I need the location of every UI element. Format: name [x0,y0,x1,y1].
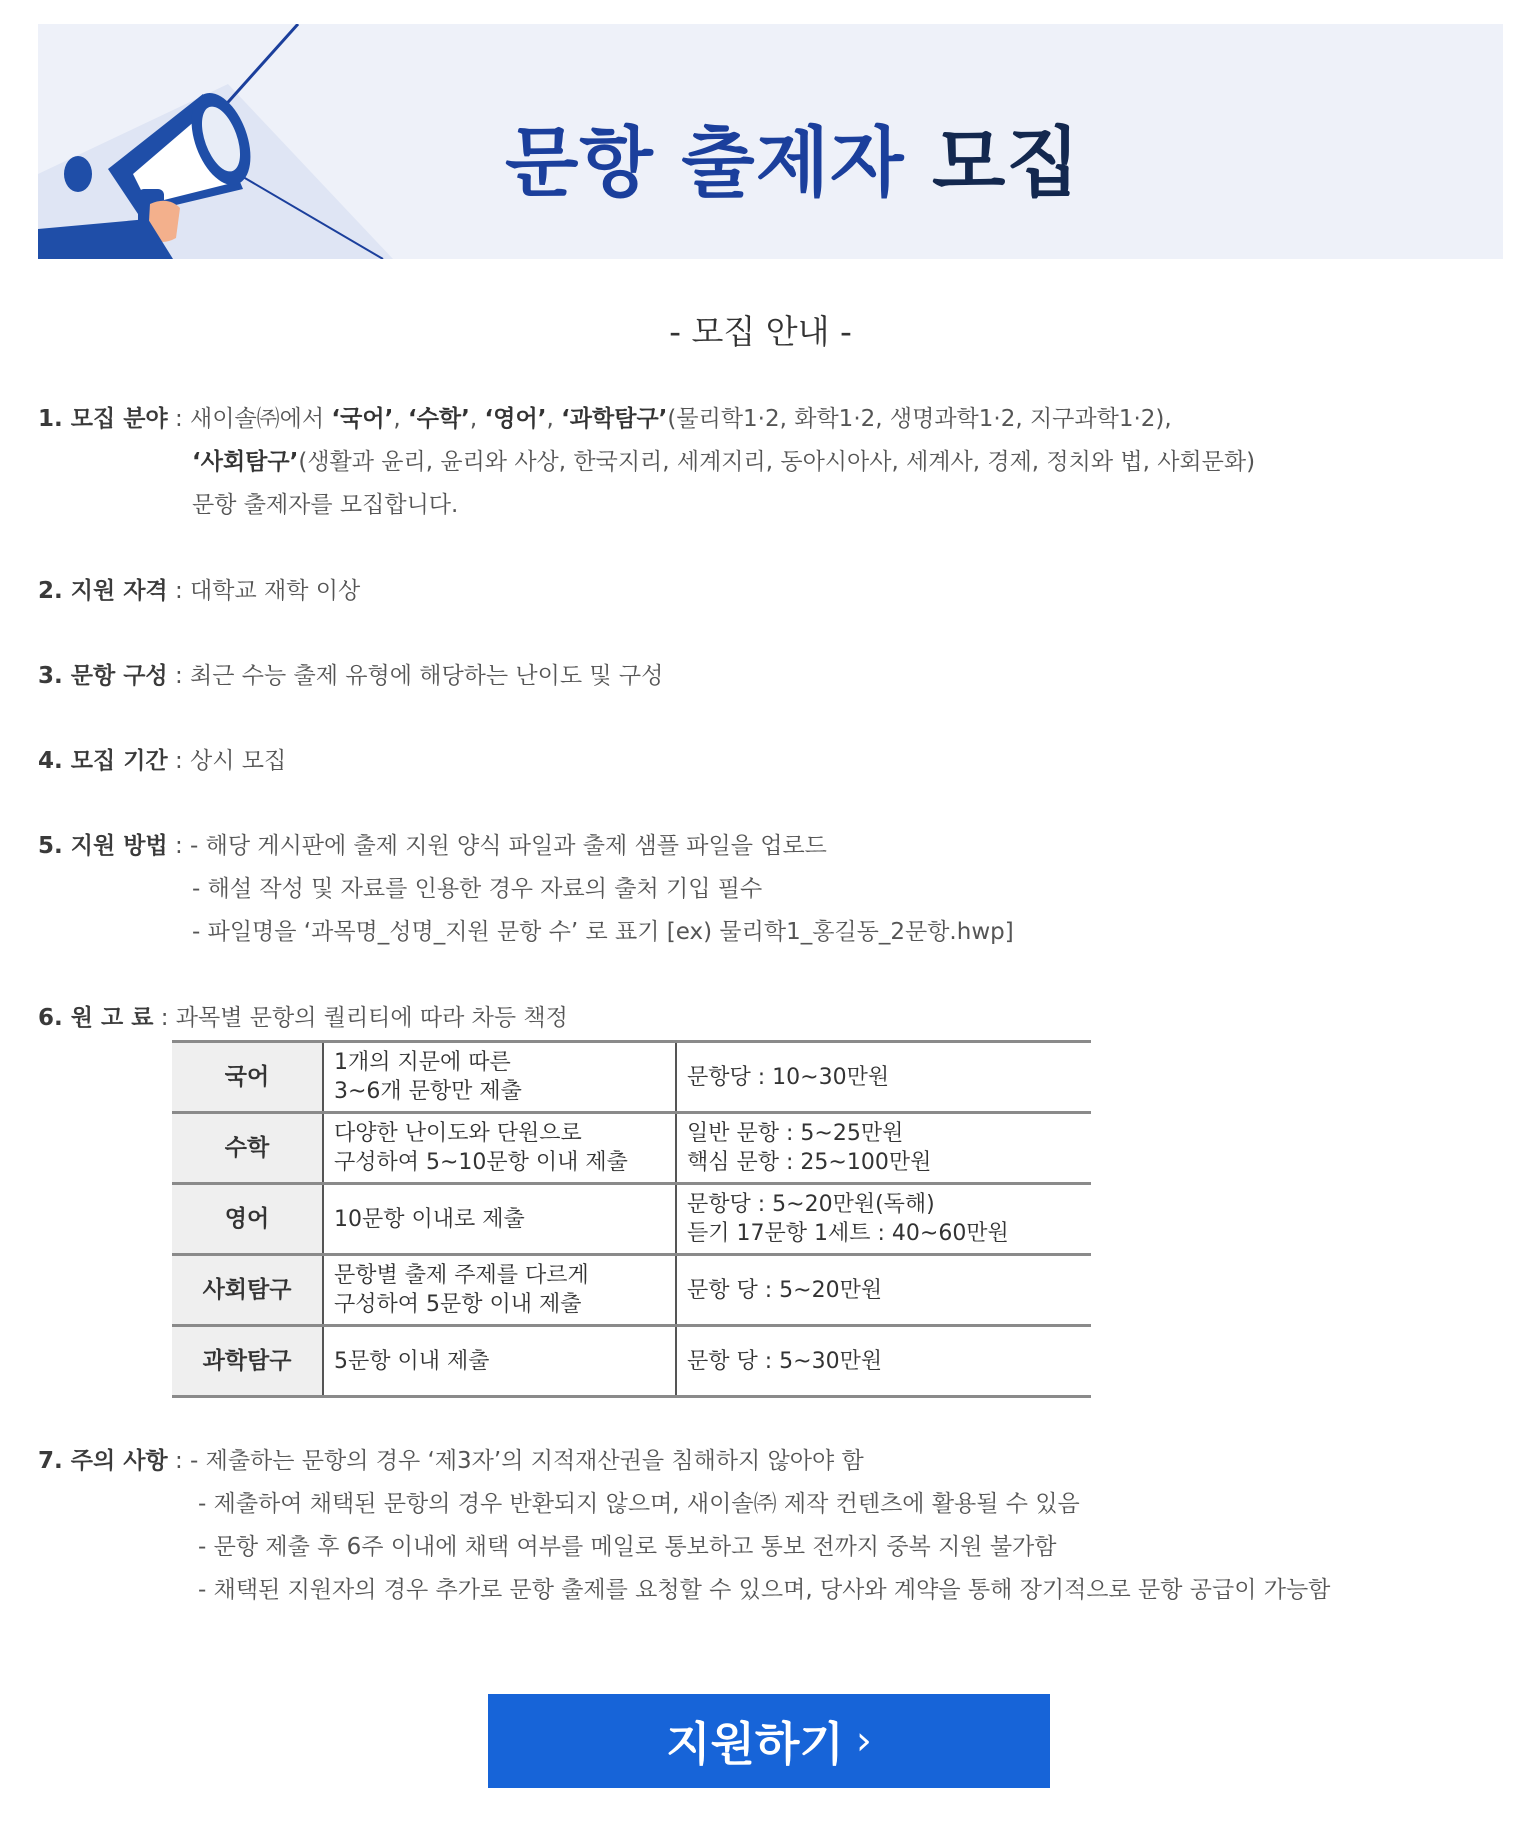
recruit-banner [38,24,1503,259]
field-line-2: ‘사회탐구’(생활과 윤리, 윤리와 사상, 한국지리, 세계지리, 동아시아사, 세계사, 경제, 정치와 법, 사회문화) [192,449,1256,475]
desc-cell: 문항별 출제 주제를 다르게 구성하여 5문항 이내 제출 [323,1255,676,1326]
item-method: 5. 지원 방법 : - 해당 게시판에 출제 지원 양식 파일과 출제 샘플 파일을 업로드 - 해설 작성 및 자료를 인용한 경우 자료의 출처 기입 필수 - 파일명을 ‘과목명_성명_지원 문항 수’ 로 표기 [ex) 물리학1_홍길동_2문항.hwp] [38,825,827,868]
item-label: 4. 모집 기간 [38,748,168,774]
item-notes: 7. 주의 사항 : - 제출하는 문항의 경우 ‘제3자’의 지적재산권을 침해하지 않아야 함 - 제출하여 채택된 문항의 경우 반환되지 않으며, 새이솔㈜ 제작 컨텐츠에 활용될 수 있음 - 문항 제출 후 6주 이내에 채택 여부를 메일로 통보하고 통보 전까지 중복 지원 불가함 - 채택된 지원자의 경우 추가로 문항 출제를 요청할 수 있으며, 당사와 계약을 통해 장기적으로 문항 공급이 가능함 [38,1440,864,1483]
table-row [172,1326,1091,1397]
apply-button[interactable] [488,1694,1050,1788]
subject-cell: 사회탐구 [172,1255,323,1326]
method-line-2: - 해설 작성 및 자료를 인용한 경우 자료의 출처 기입 필수 [192,876,763,902]
table-row [172,1184,1091,1255]
subject-cell: 수학 [172,1113,323,1184]
desc-cell: 10문항 이내로 제출 [323,1184,676,1255]
field-line-3: 문항 출제자를 모집합니다. [192,492,459,518]
method-line-3: - 파일명을 ‘과목명_성명_지원 문항 수’ 로 표기 [ex) 물리학1_홍길동_2문항.hwp] [192,919,1014,945]
subject-cell: 국어 [172,1042,323,1113]
price-cell: 문항 당 : 5~20만원 [676,1255,1091,1326]
price-cell: 문항당 : 10~30만원 [676,1042,1091,1113]
banner-title: 문항 출제자 모집 [505,118,1081,207]
price-cell: 문항당 : 5~20만원(독해) 듣기 17문항 1세트 : 40~60만원 [676,1184,1091,1255]
price-cell: 일반 문항 : 5~25만원 핵심 문항 : 25~100만원 [676,1113,1091,1184]
item-qualification: 2. 지원 자격 : 대학교 재학 이상 [38,578,361,604]
section-title: - 모집 안내 - [669,312,852,351]
item-label: 7. 주의 사항 [38,1448,168,1474]
item-period: 4. 모집 기간 : 상시 모집 [38,748,287,774]
fee-table [172,1040,1091,1398]
notes-line-4: - 채택된 지원자의 경우 추가로 문항 출제를 요청할 수 있으며, 당사와 계약을 통해 장기적으로 문항 공급이 가능함 [198,1577,1331,1603]
table-row [172,1113,1091,1184]
desc-cell: 다양한 난이도와 단원으로 구성하여 5~10문항 이내 제출 [323,1113,676,1184]
desc-cell: 1개의 지문에 따른 3~6개 문항만 제출 [323,1042,676,1113]
item-label: 3. 문항 구성 [38,663,168,689]
subject-cell: 영어 [172,1184,323,1255]
notes-line-2: - 제출하여 채택된 문항의 경우 반환되지 않으며, 새이솔㈜ 제작 컨텐츠에 활용될 수 있음 [198,1491,1080,1517]
chevron-right-icon: › [855,1718,872,1764]
notes-line-3: - 문항 제출 후 6주 이내에 채택 여부를 메일로 통보하고 통보 전까지 중복 지원 불가함 [198,1534,1057,1560]
item-recruit-field: 1. 모집 분야 : 새이솔㈜에서 ‘국어’, ‘수학’, ‘영어’, ‘과학탐구’(물리학1·2, 화학1·2, 생명과학1·2, 지구과학1·2), ‘사회탐구’(생활과 윤리, 윤리와 사상, 한국지리, 세계지리, 동아시아사, 세계사, 경제, 정치와 법, 사회문화) 문항 출제자를 모집합니다. [38,398,1172,441]
table-row [172,1255,1091,1326]
desc-cell: 5문항 이내 제출 [323,1326,676,1397]
apply-button-label: 지원하기 [666,1717,844,1771]
price-cell: 문항 당 : 5~30만원 [676,1326,1091,1397]
item-fee: 6. 원 고 료 : 과목별 문항의 퀄리티에 따라 차등 책정 [38,1005,568,1031]
item-label: 6. 원 고 료 [38,1005,154,1031]
subject-cell: 과학탐구 [172,1326,323,1397]
item-composition: 3. 문항 구성 : 최근 수능 출제 유형에 해당하는 난이도 및 구성 [38,663,664,689]
table-row [172,1042,1091,1113]
item-label: 5. 지원 방법 [38,833,168,859]
item-label: 2. 지원 자격 [38,578,168,604]
item-label: 1. 모집 분야 [38,406,168,432]
